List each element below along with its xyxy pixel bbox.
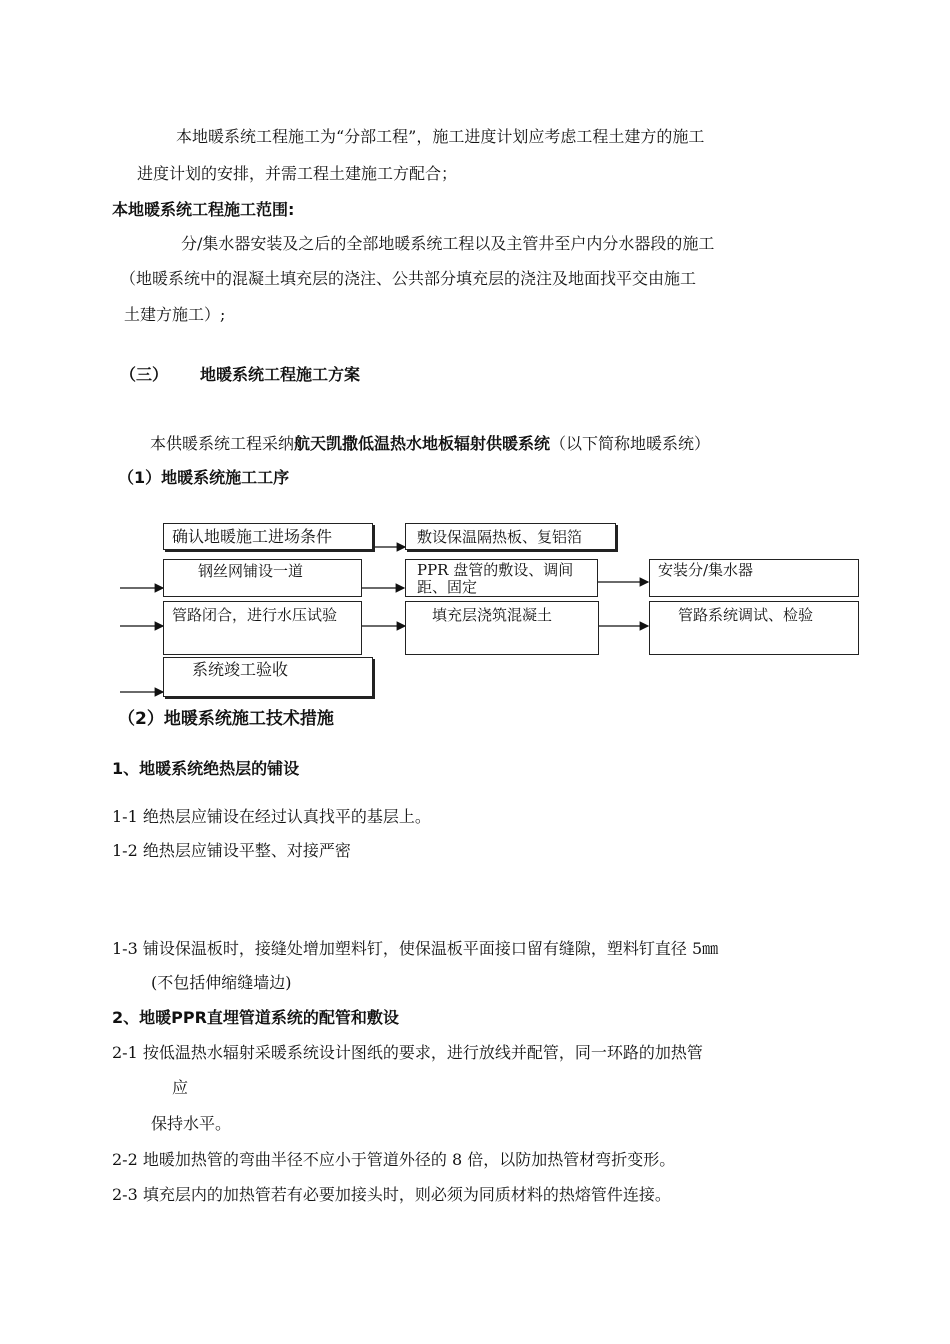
flow-box-commissioning xyxy=(649,601,859,655)
flow-box-manifold-label: 安装分/集水器 xyxy=(658,561,754,579)
flow-box-pressure-test-label: 管路闭合，进行水压试验 xyxy=(172,606,338,624)
item-1-1: 1-1 绝热层应铺设在经过认真找平的基层上。 xyxy=(112,807,431,826)
flow-box-concrete-fill xyxy=(405,601,599,655)
item-2-1-line-3: 保持水平。 xyxy=(151,1114,232,1133)
scope-heading: 本地暖系统工程施工范围: xyxy=(112,200,295,219)
flow-box-entry-conditions-label: 确认地暖施工进场条件 xyxy=(172,527,333,546)
flow-box-ppr-coil xyxy=(405,559,598,597)
item-2-2: 2-2 地暖加热管的弯曲半径不应小于管道外径的 8 倍，以防加热管材弯折变形。 xyxy=(112,1150,676,1169)
flow-box-acceptance xyxy=(163,657,373,697)
intro-paragraph-line-2: 进度计划的安排，并需工程土建施工方配合； xyxy=(137,164,458,183)
flow-box-commissioning-label: 管路系统调试、检验 xyxy=(678,606,814,624)
system-intro-suffix: （以下简称地暖系统） xyxy=(550,434,711,453)
scope-line-1: 分/集水器安装及之后的全部地暖系统工程以及主管井至户内分水器段的施工 xyxy=(181,234,715,253)
system-intro-prefix: 本供暖系统工程采纳 xyxy=(150,434,295,453)
item-1-2: 1-2 绝热层应铺设平整、对接严密 xyxy=(112,841,351,860)
section-number: （三） xyxy=(120,365,169,384)
flow-box-wire-mesh-label: 钢丝网铺设一道 xyxy=(198,562,304,580)
item-1-heading: 1、地暖系统绝热层的铺设 xyxy=(112,759,300,778)
flow-box-entry-conditions xyxy=(163,523,373,550)
subsection-2-heading: （2）地暖系统施工技术措施 xyxy=(118,709,334,729)
intro-paragraph-line-1: 本地暖系统工程施工为“分部工程”，施工进度计划应考虑工程土建方的施工 xyxy=(176,127,705,146)
scope-line-2: （地暖系统中的混凝土填充层的浇注、公共部分填充层的浇注及地面找平交由施工 xyxy=(120,269,697,288)
flow-box-pressure-test xyxy=(163,601,362,655)
flow-box-ppr-coil-label-1: PPR 盘管的敷设、调间 xyxy=(417,561,574,579)
flow-box-insulation-board xyxy=(405,523,616,550)
item-2-heading: 2、地暖PPR直埋管道系统的配管和敷设 xyxy=(112,1008,399,1027)
flow-box-manifold xyxy=(649,559,859,597)
flow-box-wire-mesh xyxy=(163,559,362,597)
item-2-1-line-1: 2-1 按低温热水辐射采暖系统设计图纸的要求，进行放线并配管，同一环路的加热管 xyxy=(112,1043,703,1062)
flow-box-ppr-coil-label-2: 距、固定 xyxy=(417,578,478,596)
section-title: 地暖系统工程施工方案 xyxy=(200,365,361,384)
product-name: 航天凯撒低温热水地板辐射供暖系统 xyxy=(294,434,551,453)
flow-box-acceptance-label: 系统竣工验收 xyxy=(192,660,289,679)
flow-box-concrete-fill-label: 填充层浇筑混凝土 xyxy=(432,606,553,624)
flow-box-insulation-board-label: 敷设保温隔热板、复铝箔 xyxy=(417,528,583,546)
scope-line-3: 土建方施工）; xyxy=(124,305,226,324)
subsection-1-heading: （1）地暖系统施工工序 xyxy=(118,468,290,487)
item-2-1-line-2: 应 xyxy=(172,1078,189,1097)
item-1-3-line-1: 1-3 铺设保温板时，接缝处增加塑料钉，使保温板平面接口留有缝隙，塑料钉直径 5㎜ xyxy=(112,939,719,958)
item-2-3: 2-3 填充层内的加热管若有必要加接头时，则必须为同质材料的热熔管件连接。 xyxy=(112,1185,671,1204)
item-1-3-line-2: (不包括伸缩缝墙边) xyxy=(151,973,292,992)
